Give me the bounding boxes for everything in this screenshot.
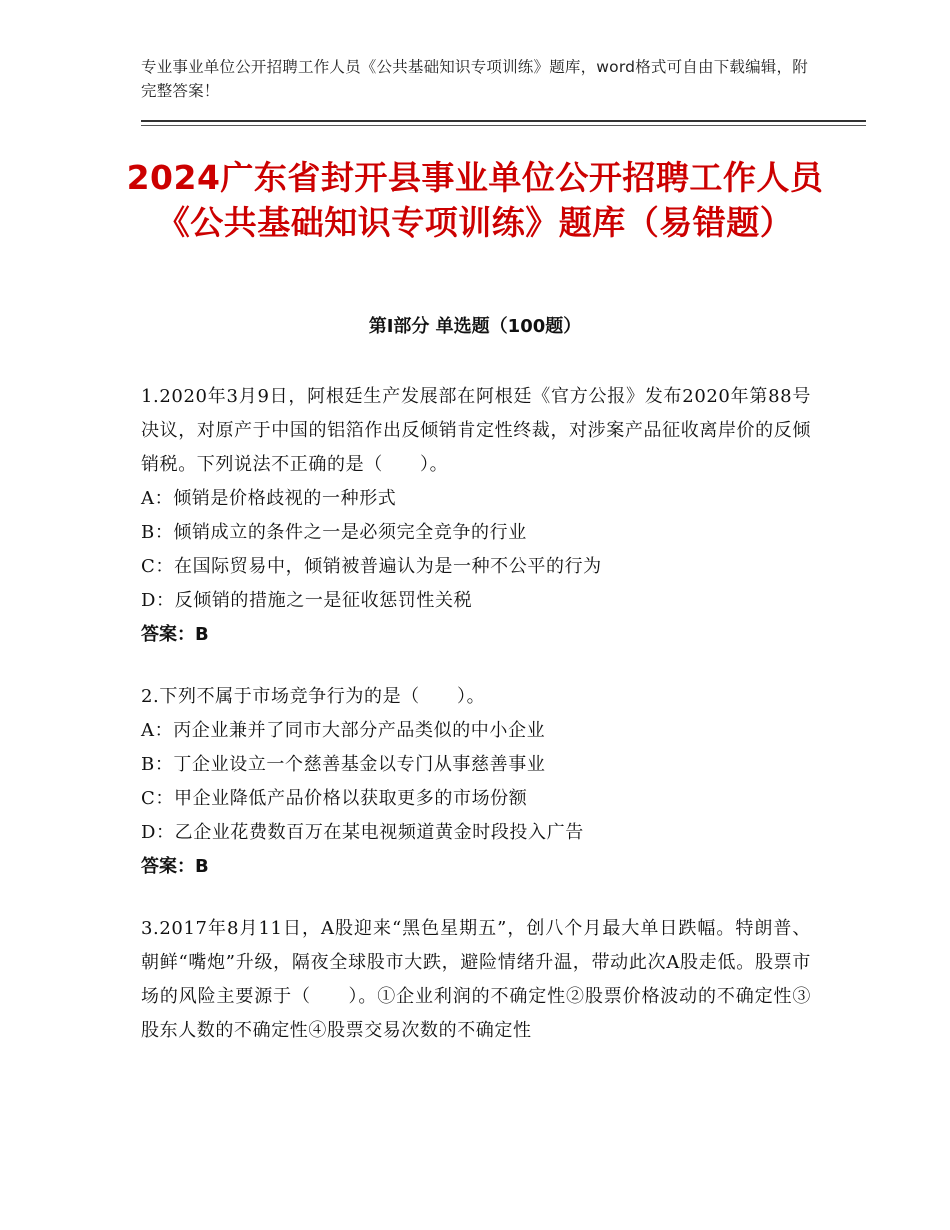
header-note: 专业事业单位公开招聘工作人员《公共基础知识专项训练》题库，word格式可自由下载编辑，附完整答案！ bbox=[141, 58, 808, 100]
document-title: 2024广东省封开县事业单位公开招聘工作人员《公共基础知识专项训练》题库（易错题） bbox=[126, 158, 824, 242]
question-list bbox=[141, 380, 811, 1076]
question-stem: 1.2020年3月9日，阿根廷生产发展部在阿根廷《官方公报》发布2020年第88号决议，对原产于中国的铝箔作出反倾销肯定性终裁，对涉案产品征收离岸价的反倾销税。下列说法不正确的是（ ）。 bbox=[141, 386, 811, 475]
question-stem: 3.2017年8月11日，A股迎来“黑色星期五”，创八个月最大单日跌幅。特朗普、朝鲜“嘴炮”升级，隔夜全球股市大跌，避险情绪升温，带动此次A股走低。股票市场的风险主要源于（ ）。①企业利润的不确定性②股票价格波动的不确定性③股东人数的不确定性④股票交易次数的不确定性 bbox=[141, 918, 811, 1041]
option-a: A：倾销是价格歧视的一种形式 bbox=[141, 488, 397, 509]
question-stem: 2.下列不属于市场竞争行为的是（ ）。 bbox=[141, 686, 486, 707]
header-rule-thick bbox=[141, 120, 866, 122]
answer: 答案：B bbox=[141, 624, 209, 645]
option-c: C：甲企业降低产品价格以获取更多的市场份额 bbox=[141, 788, 528, 809]
option-b: B：倾销成立的条件之一是必须完全竞争的行业 bbox=[141, 522, 527, 543]
option-c: C：在国际贸易中，倾销被普遍认为是一种不公平的行为 bbox=[141, 556, 602, 577]
option-b: B：丁企业设立一个慈善基金以专门从事慈善事业 bbox=[141, 754, 546, 775]
question-1 bbox=[141, 380, 811, 652]
option-d: D：反倾销的措施之一是征收惩罚性关税 bbox=[141, 590, 473, 611]
answer: 答案：B bbox=[141, 856, 209, 877]
option-d: D：乙企业花费数百万在某电视频道黄金时段投入广告 bbox=[141, 822, 584, 843]
header-rule-thin bbox=[141, 125, 866, 126]
option-a: A：丙企业兼并了同市大部分产品类似的中小企业 bbox=[141, 720, 546, 741]
question-2 bbox=[141, 680, 811, 884]
question-3 bbox=[141, 912, 811, 1048]
section-title: 第Ⅰ部分 单选题（100题） bbox=[368, 316, 582, 337]
